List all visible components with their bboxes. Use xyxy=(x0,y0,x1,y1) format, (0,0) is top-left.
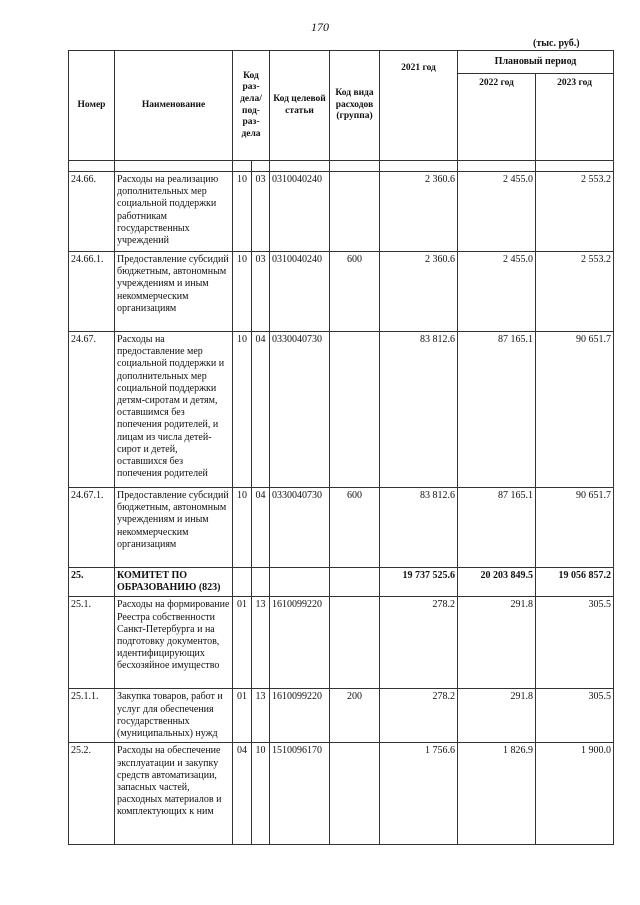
row-2022: 87 165.1 xyxy=(458,332,536,488)
row-2022: 2 455.0 xyxy=(458,172,536,252)
row-expense-type xyxy=(330,597,380,689)
row-2021: 2 360.6 xyxy=(380,252,458,332)
table-row xyxy=(69,332,614,488)
row-subsection xyxy=(252,568,270,597)
header-expense-type: Код вида расходов (группа) xyxy=(330,51,380,161)
row-name: КОМИТЕТ ПО ОБРАЗОВАНИЮ (823) xyxy=(115,568,233,597)
row-number: 24.66.1. xyxy=(69,252,115,332)
row-expense-type xyxy=(330,172,380,252)
row-expense-type xyxy=(330,568,380,597)
header-2021: 2021 год xyxy=(380,51,458,161)
header-number: Номер xyxy=(69,51,115,161)
row-target-article: 0330040730 xyxy=(270,332,330,488)
row-subsection: 13 xyxy=(252,689,270,743)
row-name: Предоставление субсидий бюджетным, автономным учреждениям и иным некоммерческим организациям xyxy=(115,488,233,568)
page-number: 170 xyxy=(311,20,329,34)
row-section: 04 xyxy=(233,743,252,845)
row-target-article: 0310040240 xyxy=(270,172,330,252)
row-section xyxy=(233,568,252,597)
header-section: Код раз-дела/ под-раз-дела xyxy=(233,51,270,161)
unit-note: (тыс. руб.) xyxy=(533,38,580,49)
row-number: 25. xyxy=(69,568,115,597)
row-section: 10 xyxy=(233,172,252,252)
row-section: 10 xyxy=(233,488,252,568)
row-name: Расходы на предоставление мер социальной поддержки и дополнительных мер социальной поддержки детям-сиротам и детям, оставшимся без попечения родителей, и лицам из числа детей-сирот и детей, оставшихся без попечения родителей xyxy=(115,332,233,488)
row-name: Расходы на обеспечение эксплуатации и закупку средств автоматизации, запасных частей, расходных материалов и комплектующих к ним xyxy=(115,743,233,845)
header-target-article: Код целевой статьи xyxy=(270,51,330,161)
table-row xyxy=(69,172,614,252)
row-target-article: 0310040240 xyxy=(270,252,330,332)
row-2023: 90 651.7 xyxy=(536,488,614,568)
table-row xyxy=(69,597,614,689)
row-subsection: 03 xyxy=(252,252,270,332)
row-2022: 87 165.1 xyxy=(458,488,536,568)
row-2022: 2 455.0 xyxy=(458,252,536,332)
row-2021: 19 737 525.6 xyxy=(380,568,458,597)
table-row xyxy=(69,488,614,568)
header-2023: 2023 год xyxy=(536,74,614,161)
row-expense-type: 600 xyxy=(330,488,380,568)
row-number: 24.67.1. xyxy=(69,488,115,568)
row-2022: 291.8 xyxy=(458,689,536,743)
header-plan-period: Плановый период xyxy=(458,51,614,74)
row-number: 25.1.1. xyxy=(69,689,115,743)
row-number: 24.67. xyxy=(69,332,115,488)
table-row xyxy=(69,252,614,332)
row-number: 25.1. xyxy=(69,597,115,689)
row-2022: 20 203 849.5 xyxy=(458,568,536,597)
row-subsection: 03 xyxy=(252,172,270,252)
row-name: Закупка товаров, работ и услуг для обеспечения государственных (муниципальных) нужд xyxy=(115,689,233,743)
row-2021: 83 812.6 xyxy=(380,488,458,568)
row-name: Расходы на формирование Реестра собственности Санкт-Петербурга и на подготовку документов, идентифицирующих бесхозяйное имущество xyxy=(115,597,233,689)
row-name: Расходы на реализацию дополнительных мер социальной поддержки работникам государственных учреждений xyxy=(115,172,233,252)
row-2023: 19 056 857.2 xyxy=(536,568,614,597)
row-subsection: 10 xyxy=(252,743,270,845)
row-2023: 2 553.2 xyxy=(536,172,614,252)
row-number: 24.66. xyxy=(69,172,115,252)
row-subsection: 13 xyxy=(252,597,270,689)
row-2021: 83 812.6 xyxy=(380,332,458,488)
row-2023: 1 900.0 xyxy=(536,743,614,845)
table-row xyxy=(69,689,614,743)
header-name: Наименование xyxy=(115,51,233,161)
row-2021: 278.2 xyxy=(380,597,458,689)
row-target-article: 1610099220 xyxy=(270,689,330,743)
row-expense-type xyxy=(330,743,380,845)
header-2022: 2022 год xyxy=(458,74,536,161)
row-name: Предоставление субсидий бюджетным, автономным учреждениям и иным некоммерческим организациям xyxy=(115,252,233,332)
header-gap-row xyxy=(69,161,614,172)
row-2023: 90 651.7 xyxy=(536,332,614,488)
row-subsection: 04 xyxy=(252,488,270,568)
row-section: 10 xyxy=(233,252,252,332)
row-2021: 278.2 xyxy=(380,689,458,743)
row-number: 25.2. xyxy=(69,743,115,845)
row-expense-type: 600 xyxy=(330,252,380,332)
row-target-article xyxy=(270,568,330,597)
row-2021: 1 756.6 xyxy=(380,743,458,845)
budget-table xyxy=(68,50,614,845)
row-target-article: 1610099220 xyxy=(270,597,330,689)
row-subsection: 04 xyxy=(252,332,270,488)
row-2021: 2 360.6 xyxy=(380,172,458,252)
row-section: 10 xyxy=(233,332,252,488)
row-2022: 291.8 xyxy=(458,597,536,689)
row-section: 01 xyxy=(233,689,252,743)
row-target-article: 1510096170 xyxy=(270,743,330,845)
row-expense-type xyxy=(330,332,380,488)
table-row xyxy=(69,743,614,845)
row-expense-type: 200 xyxy=(330,689,380,743)
row-2023: 2 553.2 xyxy=(536,252,614,332)
row-2023: 305.5 xyxy=(536,689,614,743)
row-2023: 305.5 xyxy=(536,597,614,689)
row-target-article: 0330040730 xyxy=(270,488,330,568)
row-2022: 1 826.9 xyxy=(458,743,536,845)
row-section: 01 xyxy=(233,597,252,689)
table-row-section-total xyxy=(69,568,614,597)
